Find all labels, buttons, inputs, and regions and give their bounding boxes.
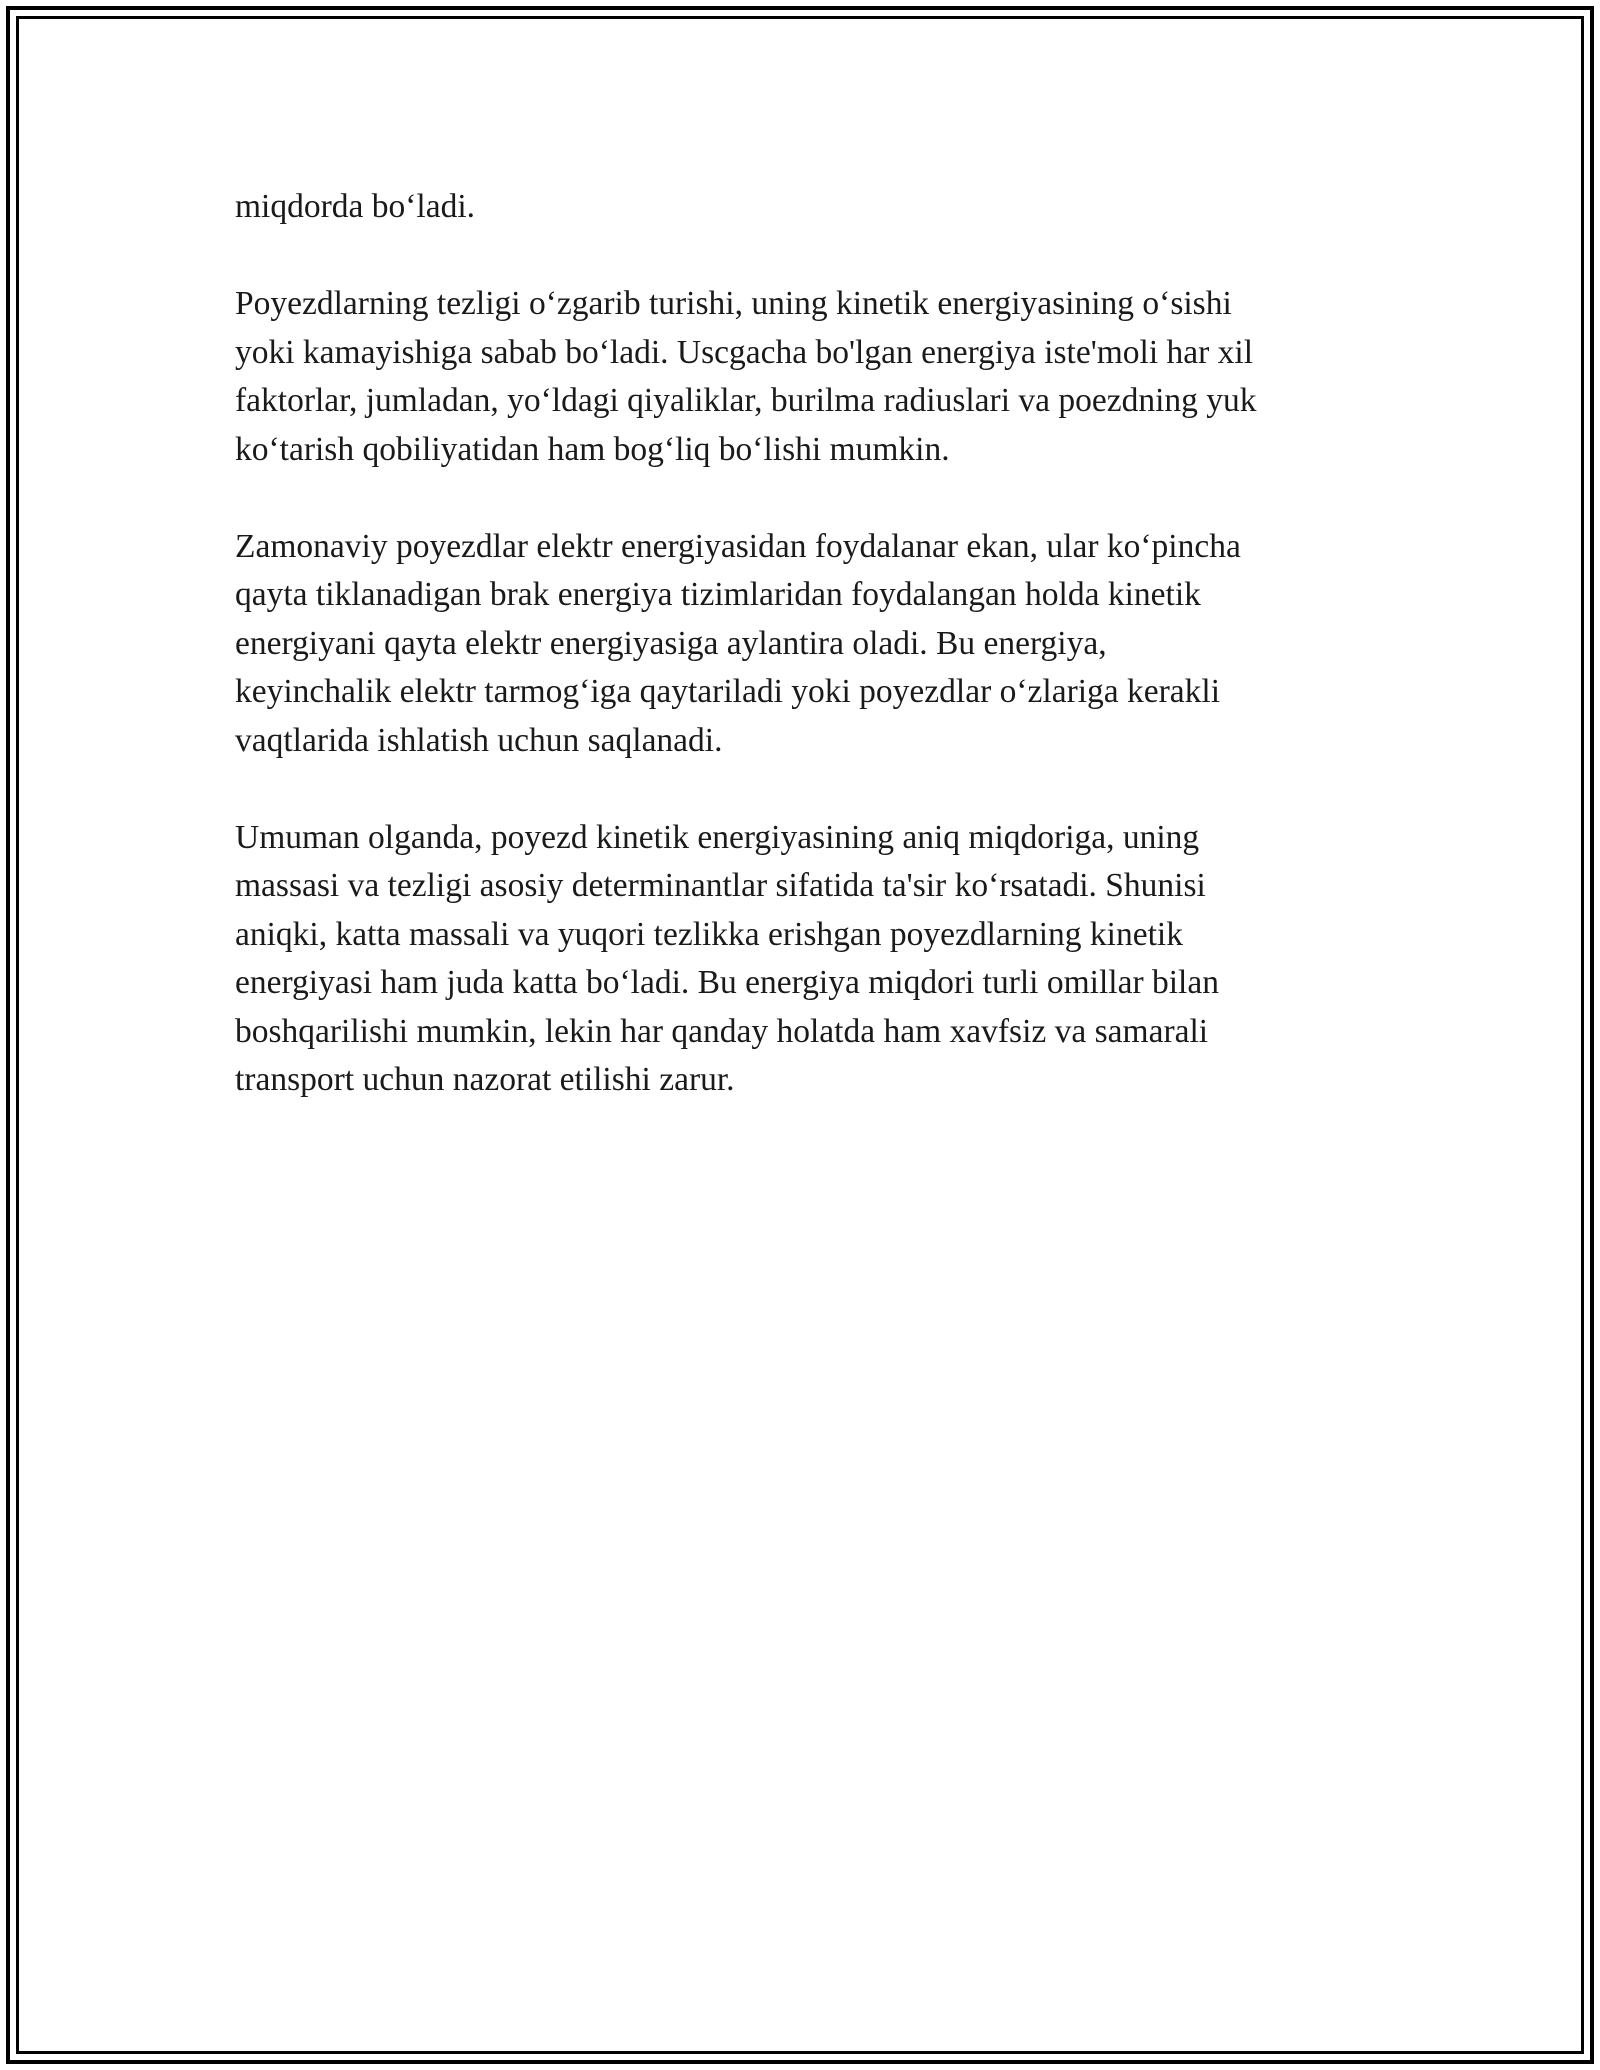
- paragraph-2-line-1: Poyezdlarning tezligi o‘zgarib turishi, uning kinetik energiyasining o‘sishi: [235, 285, 1232, 322]
- paragraph-1: [235, 183, 1365, 232]
- paragraph-2: [235, 280, 1365, 474]
- paragraph-4-line-3: aniqki, katta massali va yuqori tezlikka erishgan poyezdlarning kinetik: [235, 915, 1183, 953]
- paragraph-3-line-4: keyinchalik elektr tarmog‘iga qaytariladi yoki poyezdlar o‘zlariga kerakli: [235, 673, 1221, 710]
- paragraph-4-line-1: Umuman olganda, poyezd kinetik energiyasining aniq miqdoriga, uning: [235, 818, 1200, 856]
- paragraph-3: [235, 523, 1365, 766]
- paragraph-4-line-5: boshqarilishi mumkin, lekin har qanday holatda ham xavfsiz va samarali: [235, 1012, 1209, 1050]
- paragraph-3-line-5: vaqtlarida ishlatish uchun saqlanadi.: [235, 721, 723, 759]
- paragraph-4-line-4: energiyasi ham juda katta bo‘ladi. Bu energiya miqdori turli omillar bilan: [235, 964, 1219, 1001]
- paragraph-2-line-3: faktorlar, jumladan, yo‘ldagi qiyaliklar, burilma radiuslari va poezdning yuk: [235, 382, 1257, 419]
- paragraph-2-line-2: yoki kamayishiga sabab bo‘ladi. Uscgacha bo'lgan energiya iste'moli har xil: [235, 333, 1254, 371]
- paragraph-3-line-2: qayta tiklanadigan brak energiya tizimlaridan foydalangan holda kinetik: [235, 576, 1201, 613]
- paragraph-1-line-1: miqdorda bo‘ladi.: [235, 188, 476, 225]
- paragraph-3-line-1: Zamonaviy poyezdlar elektr energiyasidan foydalanar ekan, ular ko‘pincha: [235, 527, 1241, 565]
- paragraph-4: [235, 814, 1365, 1105]
- paragraph-4-line-6: transport uchun nazorat etilishi zarur.: [235, 1061, 735, 1098]
- document-body: [235, 183, 1365, 1153]
- paragraph-2-line-4: ko‘tarish qobiliyatidan ham bog‘liq bo‘lishi mumkin.: [235, 430, 950, 468]
- paragraph-3-line-3: energiyani qayta elektr energiyasiga aylantira oladi. Bu energiya,: [235, 624, 1107, 662]
- paragraph-4-line-2: massasi va tezligi asosiy determinantlar sifatida ta'sir ko‘rsatadi. Shunisi: [235, 867, 1206, 904]
